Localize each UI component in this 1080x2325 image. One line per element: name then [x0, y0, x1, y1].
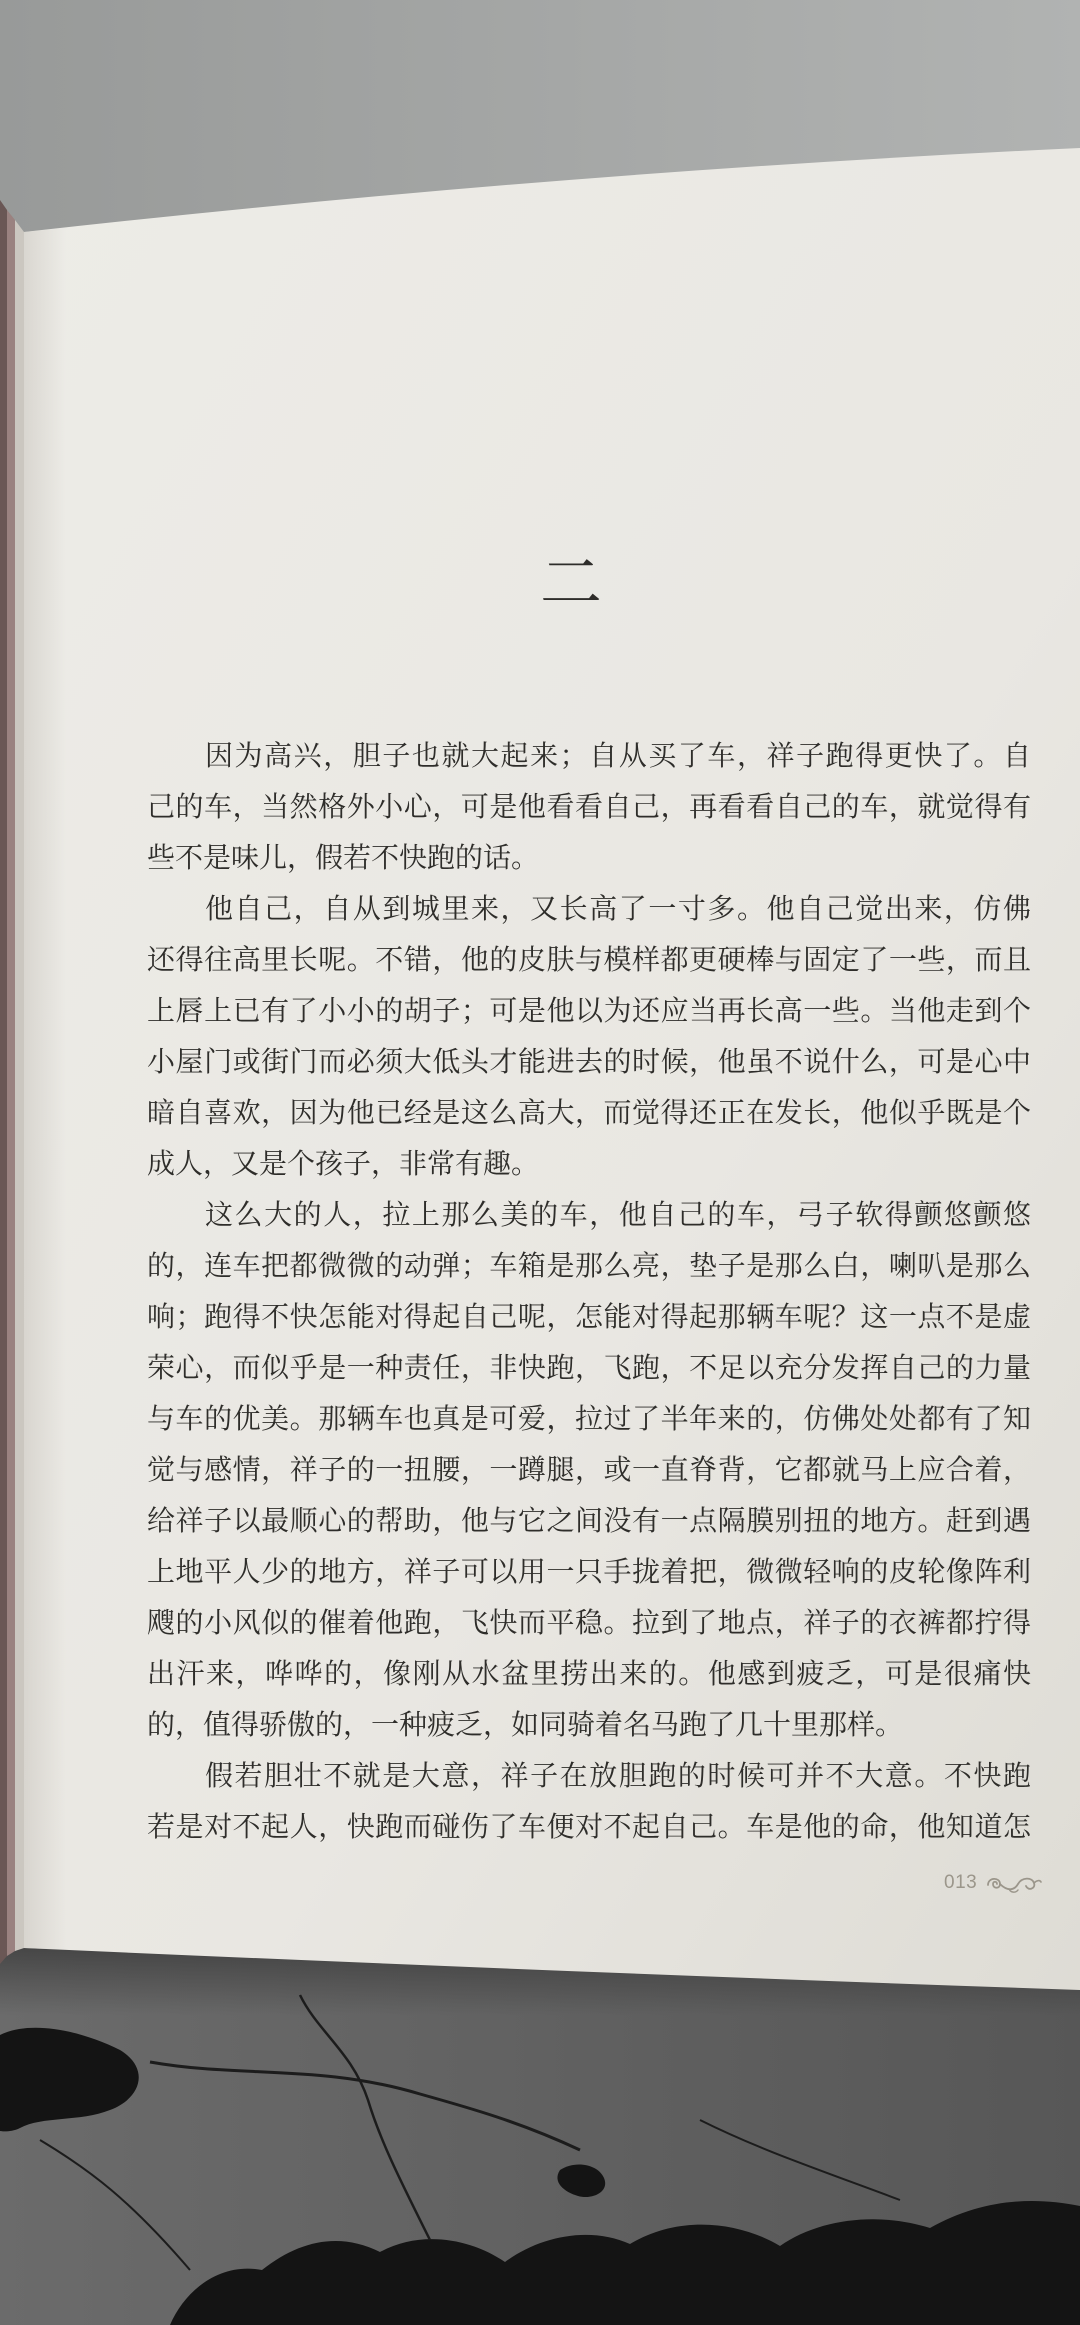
page-footer	[944, 1870, 1043, 1896]
text-line: 荣心，而似乎是一种责任，非快跑，飞跑，不足以充分发挥自己的力量	[147, 1351, 1031, 1384]
text-line: 小屋门或街门而必须大低头才能进去的时候，他虽不说什么，可是心中	[147, 1045, 1031, 1078]
text-line: 出汗来，哗哗的，像刚从水盆里捞出来的。他感到疲乏，可是很痛快	[147, 1657, 1031, 1690]
text-line: 响；跑得不快怎能对得起自己呢，怎能对得起那辆车呢？这一点不是虚	[147, 1300, 1031, 1333]
text-line: 上地平人少的地方，祥子可以用一只手拢着把，微微轻响的皮轮像阵利	[147, 1555, 1031, 1588]
body-text	[147, 730, 1031, 1852]
text-line: 与车的优美。那辆车也真是可爱，拉过了半年来的，仿佛处处都有了知	[147, 1402, 1031, 1435]
text-line: 还得往高里长呢。不错，他的皮肤与模样都更硬棒与固定了一些，而且	[147, 943, 1031, 976]
chapter-heading: 二	[539, 546, 602, 619]
text-line: 的，连车把都微微的动弹；车箱是那么亮，垫子是那么白，喇叭是那么	[147, 1249, 1031, 1282]
text-line: 这么大的人，拉上那么美的车，他自己的车，弓子软得颤悠颤悠	[205, 1198, 1031, 1231]
paragraph-1	[147, 730, 1031, 883]
text-line: 因为高兴，胆子也就大起来；自从买了车，祥子跑得更快了。自	[205, 739, 1031, 772]
text-line: 飕的小风似的催着他跑，飞快而平稳。拉到了地点，祥子的衣裤都拧得	[147, 1606, 1031, 1639]
page-number: 013	[944, 1872, 978, 1893]
paragraph-3	[147, 1189, 1031, 1750]
page-stack-edge	[15, 220, 24, 1951]
book-cover-edge	[0, 200, 7, 1964]
paragraph-2	[147, 883, 1031, 1189]
text-line: 给祥子以最顺心的帮助，他与它之间没有一点隔膜别扭的地方。赶到遇	[147, 1504, 1031, 1537]
text-line: 成人，又是个孩子，非常有趣。	[147, 1147, 540, 1180]
text-line: 暗自喜欢，因为他已经是这么高大，而觉得还正在发长，他似乎既是个	[147, 1096, 1031, 1129]
text-line: 己的车，当然格外小心，可是他看看自己，再看看自己的车，就觉得有	[147, 790, 1031, 823]
book-cover-edge-highlight	[7, 210, 15, 1956]
swirl-ornament-icon	[983, 1870, 1043, 1896]
text-line: 的，值得骄傲的，一种疲乏，如同骑着名马跑了几十里那样。	[147, 1708, 904, 1741]
text-line: 若是对不起人，快跑而碰伤了车便对不起自己。车是他的命，他知道怎	[147, 1810, 1031, 1843]
text-line: 他自己，自从到城里来，又长高了一寸多。他自己觉出来，仿佛	[205, 892, 1031, 925]
page-edge-shade	[24, 228, 66, 1950]
text-line: 些不是味儿，假若不快跑的话。	[147, 841, 540, 874]
paragraph-4	[147, 1750, 1031, 1852]
text-line: 假若胆壮不就是大意，祥子在放胆跑的时候可并不大意。不快跑	[205, 1759, 1031, 1792]
text-line: 上唇上已有了小小的胡子；可是他以为还应当再长高一些。当他走到个	[147, 994, 1031, 1027]
text-line: 觉与感情，祥子的一扭腰，一蹲腿，或一直脊背，它都就马上应合着，	[147, 1453, 1031, 1486]
